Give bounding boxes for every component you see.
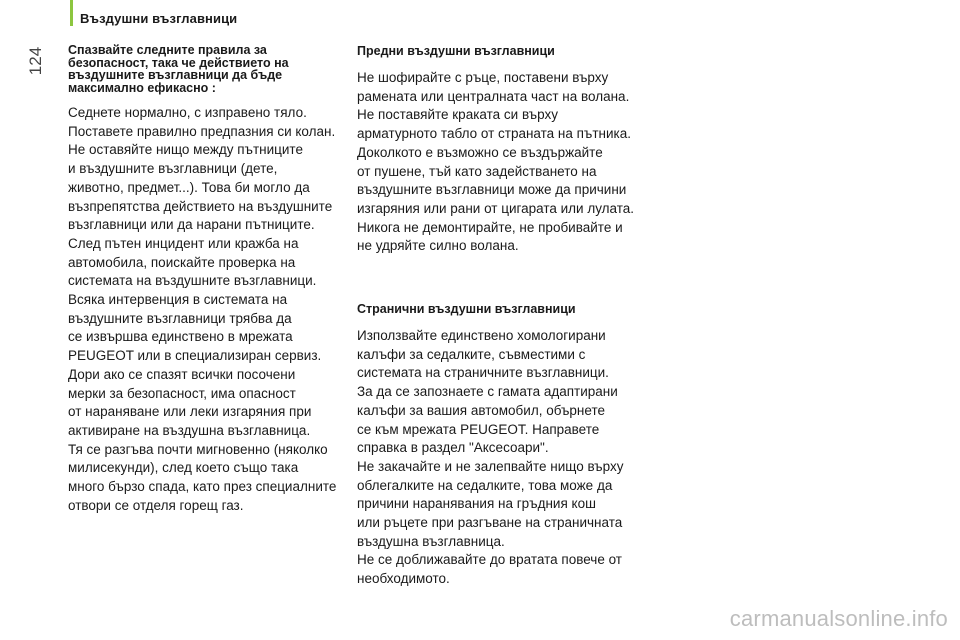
body-line: въздушните възглавници може да причини xyxy=(357,182,627,198)
body-line: се извършва единствено в мрежата xyxy=(68,329,293,345)
body-line: и въздушните възглавници (дете, xyxy=(68,161,278,177)
body-line: Не шофирайте с ръце, поставени върху xyxy=(357,70,609,85)
body-line: системата на въздушните възглавници. xyxy=(68,273,317,289)
body-line: Не закачайте и не залепвайте нищо върху xyxy=(357,458,624,474)
body-line: калъфи за вашия автомобил, обърнете xyxy=(357,402,605,418)
body-line: Не се доближавайте до вратата повече от xyxy=(357,552,622,568)
body-line: рамената или централната част на волана. xyxy=(357,88,630,104)
body-line: въздушните възглавници трябва да xyxy=(68,310,292,326)
side-airbags-body xyxy=(357,327,647,589)
intro-body xyxy=(68,104,348,515)
intro-heading xyxy=(68,44,348,94)
body-line: мерки за безопасност, има опасност xyxy=(68,385,296,401)
body-line: PEUGEOT или в специализиран сервиз. xyxy=(68,348,322,364)
intro-heading-line: максимално ефикасно : xyxy=(68,80,216,95)
body-line: активиране на въздушна възглавница. xyxy=(68,422,311,438)
body-line: милисекунди), след което също така xyxy=(68,460,299,476)
body-line: Не поставяйте краката си върху xyxy=(357,107,558,123)
body-line: Тя се разгъва почти мигновенно (няколко xyxy=(68,441,328,457)
body-line: Използвайте единствено хомологирани xyxy=(357,328,606,344)
body-line: арматурното табло от страната на пътника. xyxy=(357,126,632,142)
body-line: се към мрежата PEUGEOT. Направете xyxy=(357,421,600,437)
intro-heading-line: въздушните възглавници да бъде xyxy=(68,68,283,82)
body-line: За да се запознаете с гамата адаптирани xyxy=(357,384,618,400)
body-line: много бързо спада, като през специалните xyxy=(68,479,337,495)
body-line: Никога не демонтирайте, не пробивайте и xyxy=(357,219,623,235)
body-line: от пушене, тъй като задействането на xyxy=(357,163,597,179)
body-line: Всяка интервенция в системата на xyxy=(68,292,288,308)
body-line: отвори се отделя горещ газ. xyxy=(68,497,244,513)
body-line: от нараняване или леки изгаряния при xyxy=(68,404,312,420)
body-line: или ръцете при разгъване на страничната xyxy=(357,515,623,531)
section-spacer xyxy=(357,256,647,302)
left-column xyxy=(68,44,348,515)
body-line: въздушна възглавница. xyxy=(357,533,505,549)
body-line: След пътен инцидент или кражба на xyxy=(68,235,299,251)
body-line: Не оставяйте нищо между пътниците xyxy=(68,142,303,158)
body-line: възпрепятства действието на въздушните xyxy=(68,198,333,214)
body-line: автомобила, поискайте проверка на xyxy=(68,254,296,270)
body-line: Доколкото е възможно се въздържайте xyxy=(357,144,603,160)
body-line: справка в раздел "Аксесоари". xyxy=(357,440,549,456)
body-line: възглавници или да нарани пътниците. xyxy=(68,217,315,233)
intro-heading-line: безопасност, така че действието на xyxy=(68,55,289,70)
body-line: Дори ако се спазят всички посочени xyxy=(68,366,296,382)
page-header-title: Въздушни възглавници xyxy=(80,11,238,26)
front-airbags-body xyxy=(357,69,647,256)
body-line: калъфи за седалките, съвместими с xyxy=(357,346,586,362)
body-line: причини наранявания на гръдния кош xyxy=(357,496,596,512)
body-line: облегалките на седалките, това може да xyxy=(357,477,613,493)
header-accent-bar xyxy=(70,0,73,26)
page-number: 124 xyxy=(26,46,45,76)
body-line: животно, предмет...). Това би могло да xyxy=(68,179,310,195)
body-line: системата на страничните възглавници. xyxy=(357,365,609,381)
right-column xyxy=(357,44,647,589)
site-watermark: carmanualsonline.info xyxy=(729,606,948,631)
body-line: необходимото. xyxy=(357,571,450,587)
front-airbags-heading: Предни въздушни възглавници xyxy=(357,44,555,58)
intro-heading-line: Спазвайте следните правила за xyxy=(68,43,267,57)
body-line: изгаряния или рани от цигарата или лулата. xyxy=(357,200,635,216)
body-line: Поставете правилно предпазния си колан. xyxy=(68,123,336,139)
side-airbags-heading: Странични въздушни възглавници xyxy=(357,302,576,317)
body-line: не удряйте силно волана. xyxy=(357,238,519,254)
body-line: Седнете нормално, с изправено тяло. xyxy=(68,105,307,120)
